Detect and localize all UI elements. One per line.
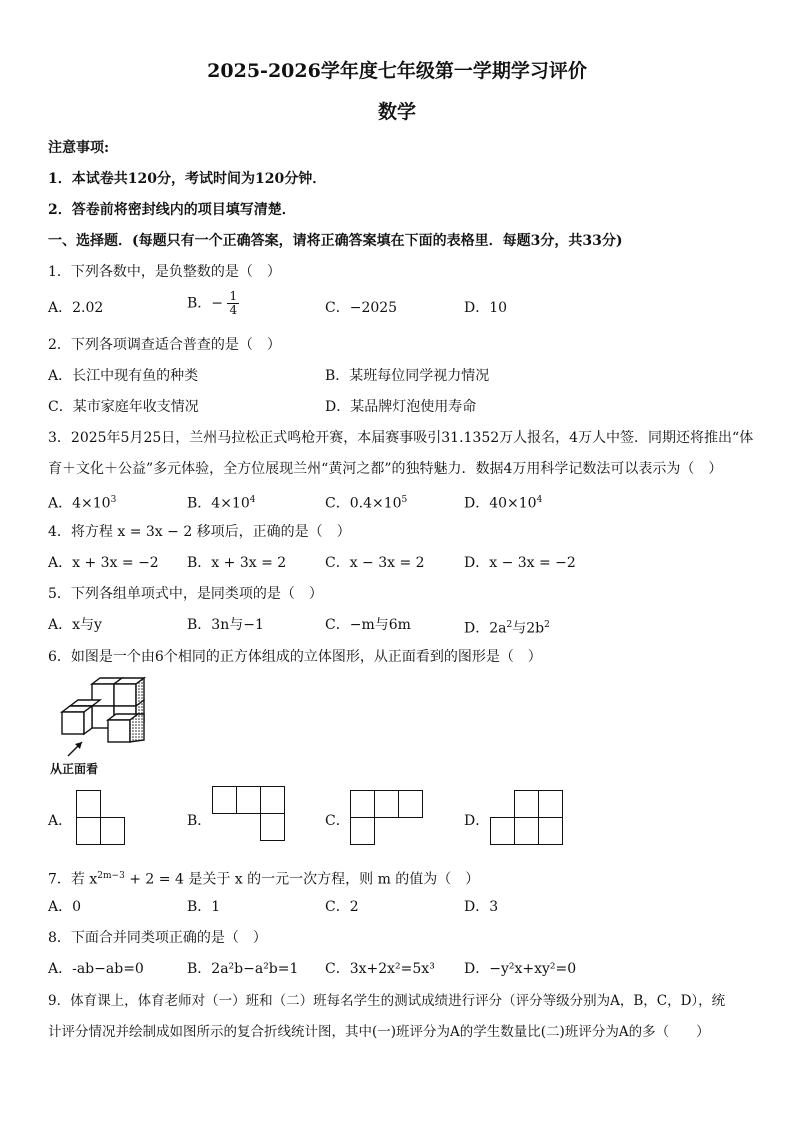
q7-option-d: D．3 [464,899,499,915]
q6-stem: 6．如图是一个由6个相同的正方体组成的立体图形，从正面看到的图形是（ ） [48,649,542,665]
q1-option-d: D．10 [464,300,508,316]
q8-option-d: D．−y²x+xy²=0 [464,961,577,977]
grid-cell [514,817,539,845]
q5-option-c: C．−m与6m [325,617,411,633]
grid-cell [350,817,375,845]
grid-cell [76,817,101,845]
q3-option-b: B．$4\times 10^4$ [187,495,256,512]
section-heading: 一、选择题．(每题只有一个正确答案，请将正确答案填在下面的表格里．每题3分，共33分) [48,233,623,249]
figure-caption: 从正面看 [50,762,99,776]
grid-cell [100,817,125,845]
q6-option-c-label: C． [325,813,350,829]
grid-cell [260,813,285,841]
grid-cell [260,786,285,814]
subject-title: 数学 [377,101,416,123]
q7-stem: 7．若 $x^{2m-3} + 2 = 4$ 是关于 x 的一元一次方程，则 m 的值为（ ） [48,871,480,888]
q4-stem: 4．将方程 x = 3x − 2 移项后，正确的是（ ） [48,524,351,540]
q3-stem-line2: 育＋文化＋公益”多元体验，全方位展现兰州“黄河之都”的独特魅力．数据4万用科学记数法可以表示为（ ） [48,461,723,477]
grid-cell [212,786,237,814]
grid-cell [350,790,375,818]
q4-option-b: B．x + 3x = 2 [187,555,287,571]
q2-option-a: A．长江中现有鱼的种类 [48,368,199,384]
q1-option-a: A．2.02 [48,300,104,316]
grid-cell [538,817,563,845]
q1-option-c: C．−2025 [325,300,398,316]
grid-cell [538,790,563,818]
grid-cell [76,790,101,818]
q3-stem-line1: 3．2025年5月25日，兰州马拉松正式鸣枪开赛，本届赛事吸引31.1352万人报名，4万人中签．同期还将推出“体 [48,430,754,446]
grid-cell [490,817,515,845]
q2-option-c: C．某市家庭年收支情况 [48,399,199,415]
exam-title: 2025-2026学年度七年级第一学期学习评价 [207,60,587,82]
q9-stem-line1: 9．体育课上，体育老师对（一）班和（二）班每名学生的测试成绩进行评分（评分等级分别为A，B，C，D），统 [48,993,726,1009]
q3-option-d: D．$40\times 10^4$ [464,495,543,512]
q3-option-c: C．$0.4\times 10^5$ [325,495,408,512]
grid-cell [514,790,539,818]
q8-stem: 8．下面合并同类项正确的是（ ） [48,930,267,946]
q3-option-a: A．$4\times 10^3$ [48,495,117,512]
note-item-1: 1．本试卷共120分，考试时间为120分钟． [48,171,327,187]
q6-option-d-label: D． [464,813,490,829]
q1-stem: 1．下列各数中，是负整数的是（ ） [48,264,281,280]
q8-option-a: A．-ab−ab=0 [48,961,144,977]
q5-option-b: B．3n与−1 [187,617,264,633]
q7-option-c: C．2 [325,899,359,915]
q4-option-a: A．x + 3x = −2 [48,555,159,571]
q8-option-b: B．2a²b−a²b=1 [187,961,299,977]
grid-cell [398,790,423,818]
note-item-2: 2．答卷前将密封线内的项目填写清楚． [48,202,296,218]
q6-option-a-label: A． [48,813,73,829]
q8-option-c: C．3x+2x²=5x³ [325,961,435,977]
q7-option-b: B．1 [187,899,221,915]
grid-cell [374,790,399,818]
q4-option-c: C．x − 3x = 2 [325,555,425,571]
cube-solid-figure [48,676,158,760]
fraction: $\frac{1}{4}$ [229,289,238,317]
q2-option-d: D．某品牌灯泡使用寿命 [325,399,477,415]
q1-option-b: B．− $\frac{1}{4}$ [187,289,238,317]
q5-option-d: D．$2a^2$与$2b^2$ [464,620,550,637]
q2-option-b: B．某班每位同学视力情况 [325,368,490,384]
q6-option-b-label: B． [187,813,212,829]
notes-heading: 注意事项: [48,140,110,156]
q2-stem: 2．下列各项调查适合普查的是（ ） [48,337,281,353]
grid-cell [236,786,261,814]
q9-stem-line2: 计评分情况并绘制成如图所示的复合折线统计图，其中(一)班评分为A的学生数量比(二)班评分为A的多（ ） [48,1024,710,1040]
q4-option-d: D．x − 3x = −2 [464,555,576,571]
q5-stem: 5．下列各组单项式中，是同类项的是（ ） [48,586,323,602]
q7-option-a: A．0 [48,899,82,915]
q5-option-a: A．x与y [48,617,102,633]
